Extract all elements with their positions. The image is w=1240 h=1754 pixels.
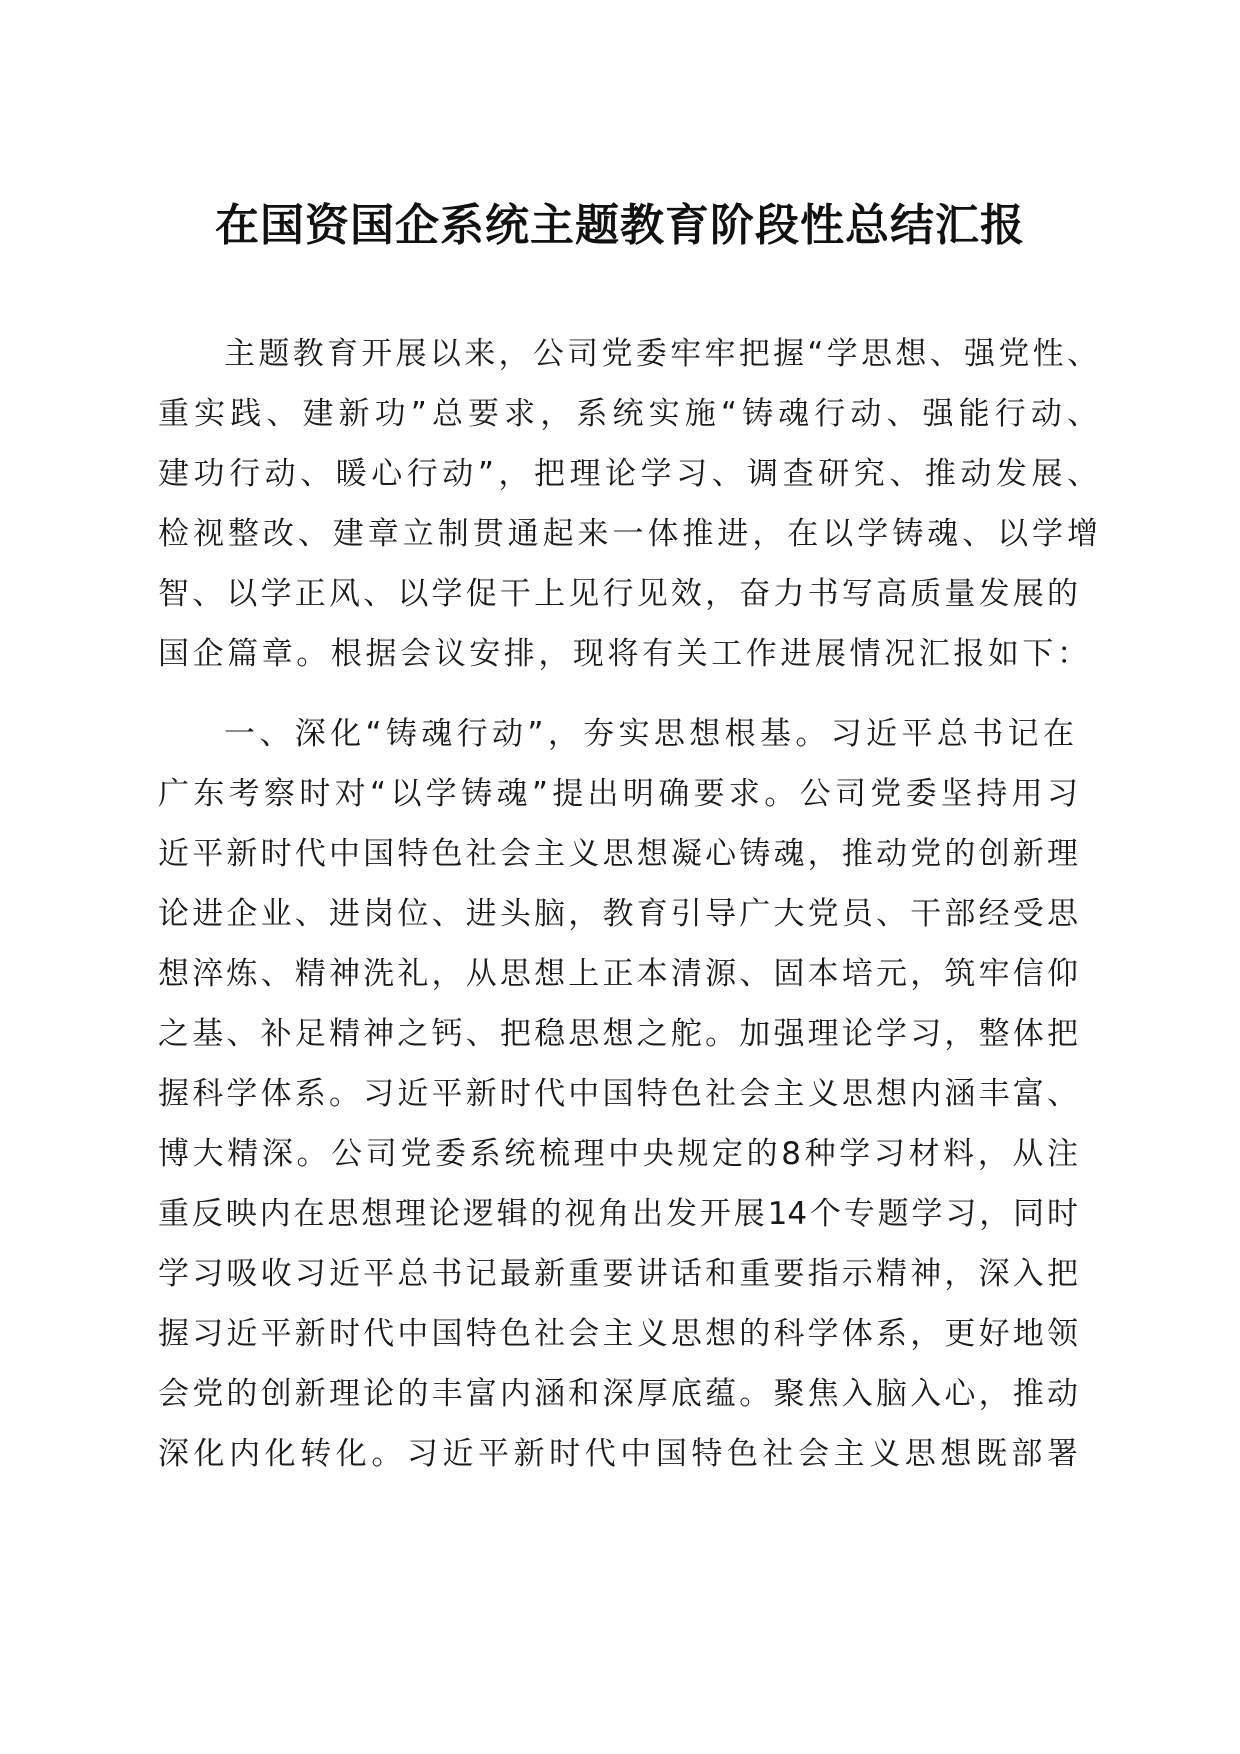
paragraph-line: 智、以学正风、以学促干上见行见效，奋力书写高质量发展的: [158, 576, 1078, 612]
paragraph-line: 广东考察时对“以学铸魂”提出明确要求。公司党委坚持用习: [158, 776, 1078, 812]
document-title: 在国资国企系统主题教育阶段性总结汇报: [215, 200, 1025, 251]
paragraph-line: 建功行动、暖心行动”，把理论学习、调查研究、推动发展、: [158, 456, 1098, 492]
paragraph-line: 会党的创新理论的丰富内涵和深厚底蕴。聚焦入脑入心，推动: [158, 1376, 1078, 1412]
paragraph-line: 想淬炼、精神洗礼，从思想上正本清源、固本培元，筑牢信仰: [158, 956, 1078, 992]
paragraph-line: 一、深化“铸魂行动”，夯实思想根基。习近平总书记在: [224, 716, 1074, 752]
paragraph-line: 握科学体系。习近平新时代中国特色社会主义思想内涵丰富、: [158, 1076, 1078, 1112]
paragraph-line: 握习近平新时代中国特色社会主义思想的科学体系，更好地领: [158, 1316, 1078, 1352]
paragraph-line: 检视整改、建章立制贯通起来一体推进，在以学铸魂、以学增: [158, 516, 1098, 552]
paragraph-line: 重实践、建新功”总要求，系统实施“铸魂行动、强能行动、: [158, 396, 1098, 432]
paragraph-line: 重反映内在思想理论逻辑的视角出发开展14个专题学习，同时: [158, 1196, 1078, 1232]
paragraph-line: 之基、补足精神之钙、把稳思想之舵。加强理论学习，整体把: [158, 1016, 1078, 1052]
paragraph-line: 深化内化转化。习近平新时代中国特色社会主义思想既部署: [158, 1436, 1078, 1472]
paragraph-line: 近平新时代中国特色社会主义思想凝心铸魂，推动党的创新理: [158, 836, 1078, 872]
paragraph-line: 主题教育开展以来，公司党委牢牢把握“学思想、强党性、: [224, 336, 1098, 372]
paragraph-line: 博大精深。公司党委系统梳理中央规定的8种学习材料，从注: [158, 1136, 1078, 1172]
paragraph-line: 学习吸收习近平总书记最新重要讲话和重要指示精神，深入把: [158, 1256, 1078, 1292]
paragraph-line: 国企篇章。根据会议安排，现将有关工作进展情况汇报如下：: [158, 636, 1088, 672]
paragraph-line: 论进企业、进岗位、进头脑，教育引导广大党员、干部经受思: [158, 896, 1078, 932]
